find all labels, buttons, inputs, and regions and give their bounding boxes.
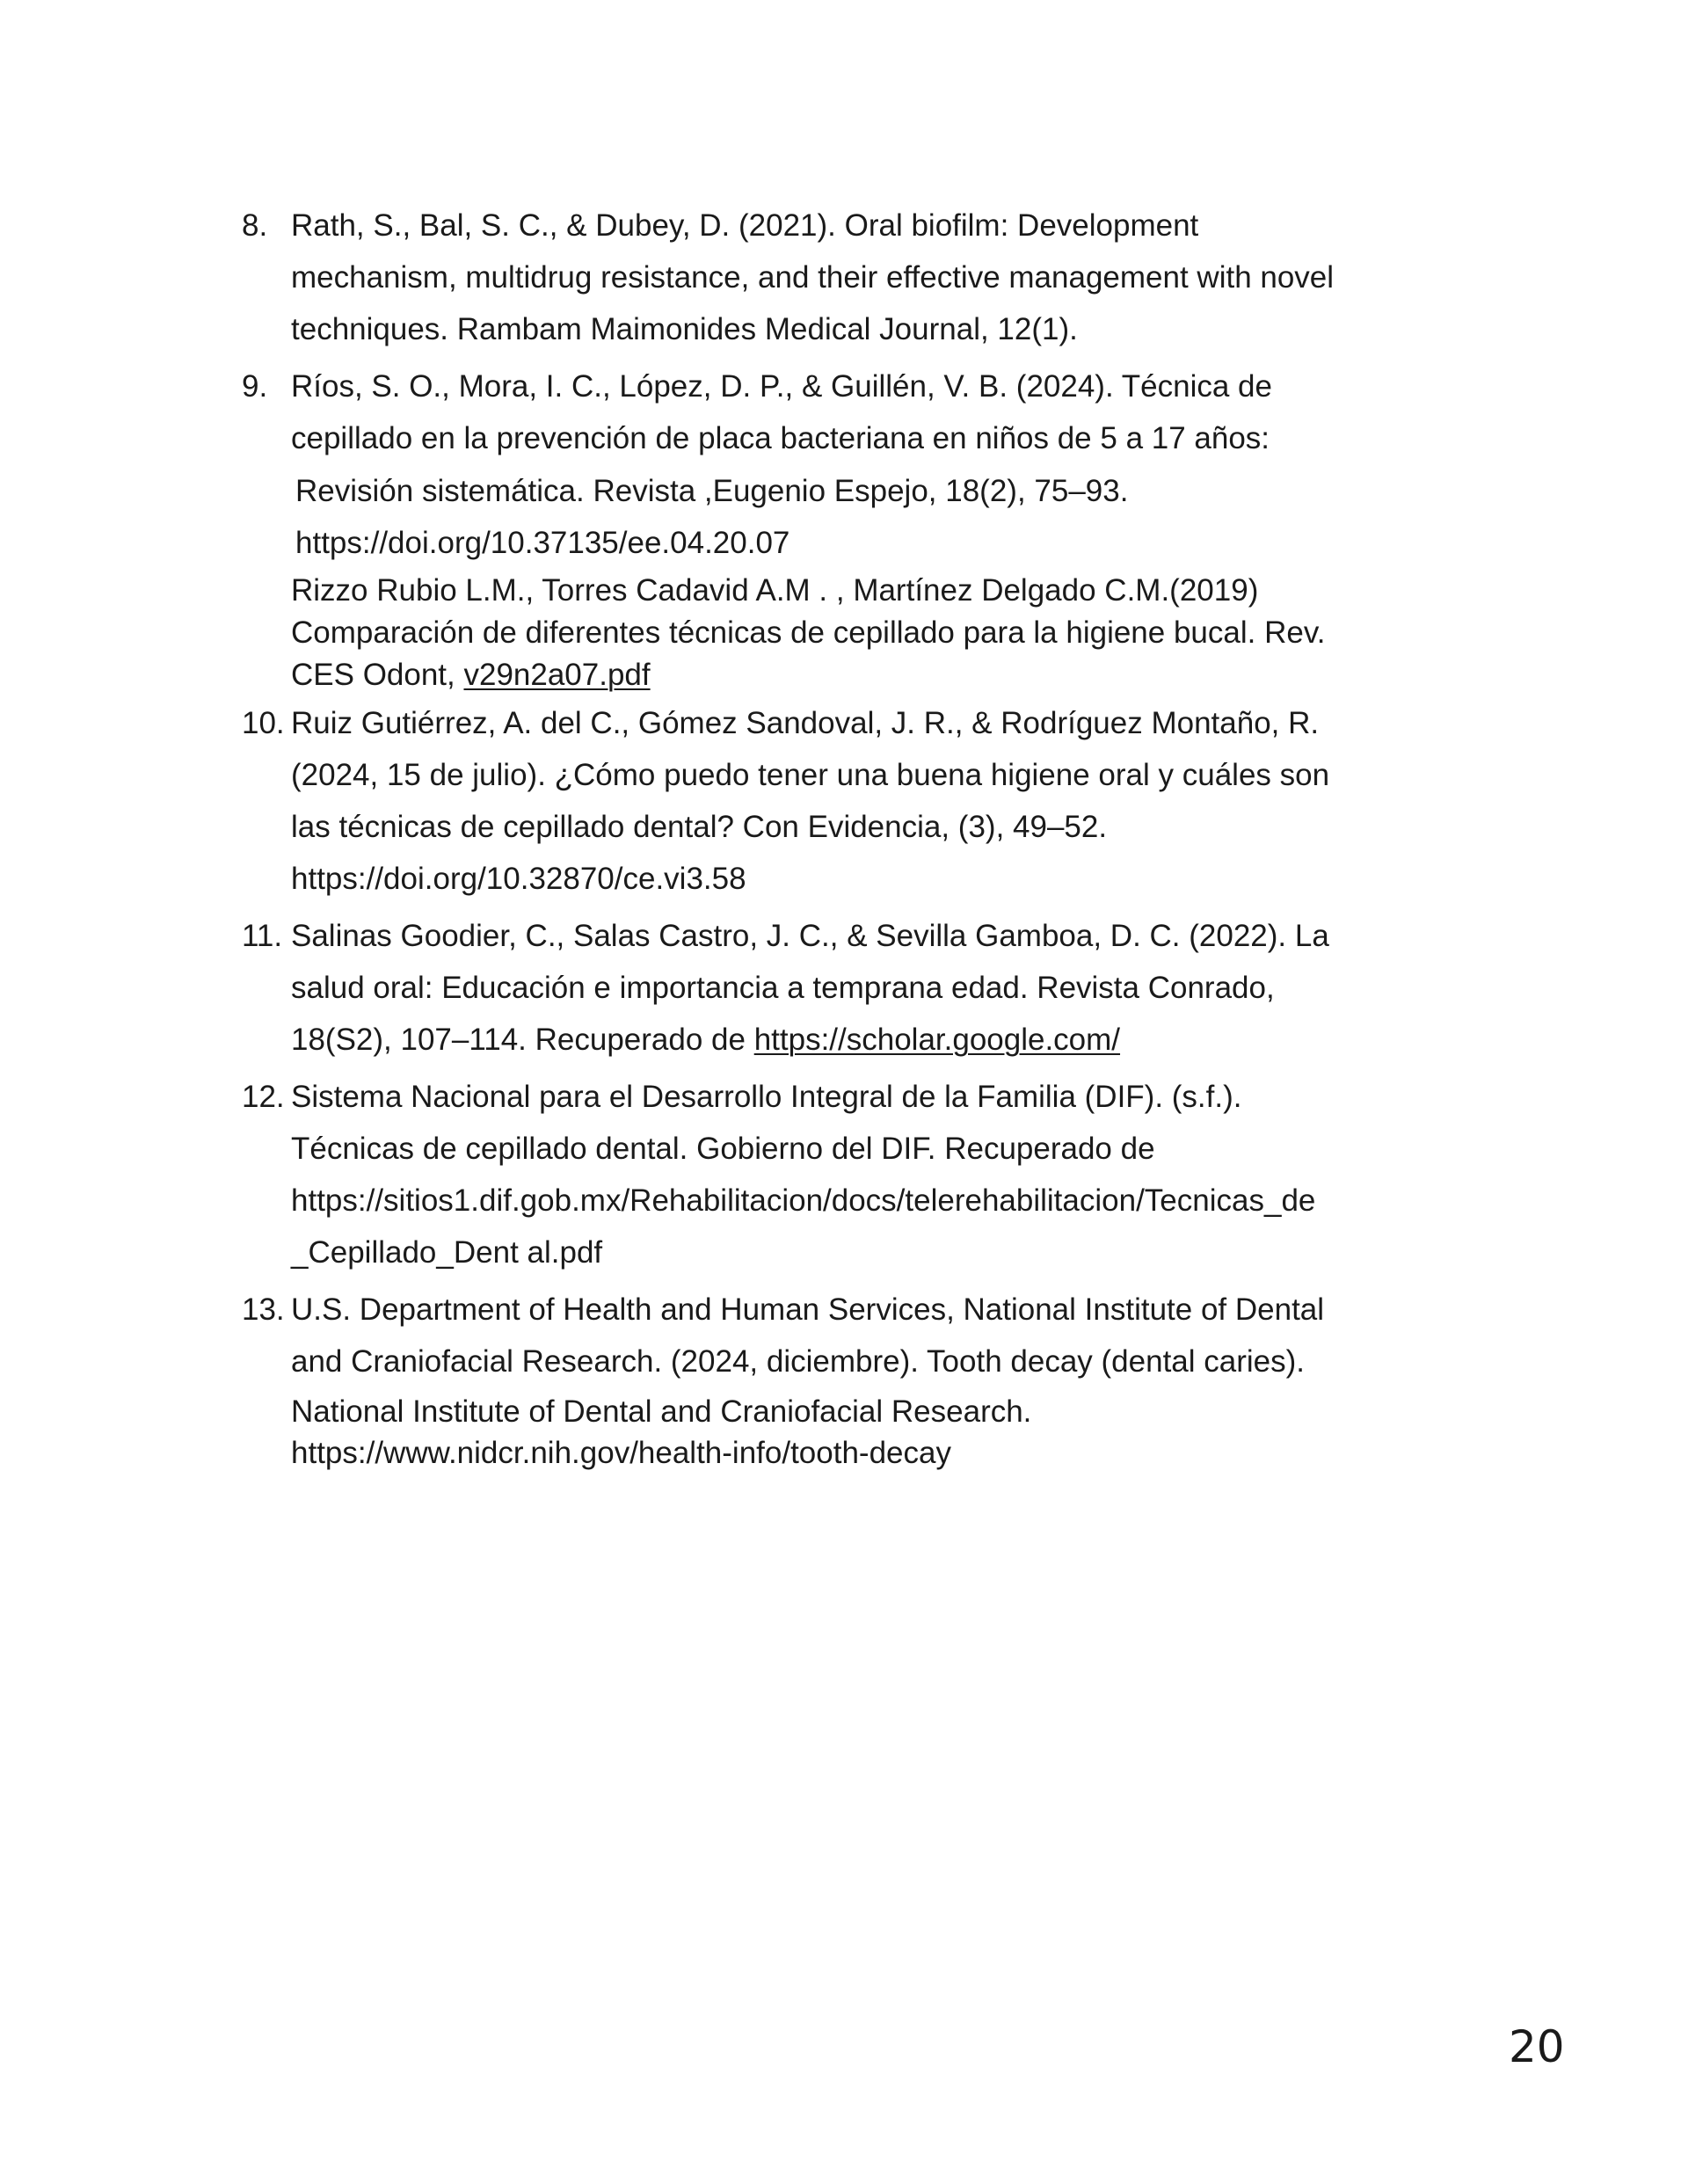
reference-line	[291, 654, 651, 696]
reference-number: 8.	[242, 208, 268, 243]
reference-number: 12.	[242, 1080, 285, 1114]
reference-line: National Institute of Dental and Craniofacial Research.	[291, 1394, 1032, 1429]
reference-text: 18(S2), 107–114. Recuperado de	[291, 1023, 754, 1057]
reference-number: 11.	[242, 919, 283, 953]
reference-line: Sistema Nacional para el Desarrollo Integral de la Familia (DIF). (s.f.).	[291, 1080, 1242, 1114]
reference-line: cepillado en la prevención de placa bacteriana en niños de 5 a 17 años:	[291, 421, 1270, 455]
reference-line	[291, 1014, 1120, 1066]
reference-doi: https://doi.org/10.32870/ce.vi3.58	[291, 862, 746, 896]
reference-line: mechanism, multidrug resistance, and their effective management with novel	[291, 260, 1335, 295]
reference-text: CES Odont,	[291, 658, 464, 692]
reference-line: salud oral: Educación e importancia a temprana edad. Revista Conrado,	[291, 971, 1275, 1005]
reference-line: Ríos, S. O., Mora, I. C., López, D. P., & Guillén, V. B. (2024). Técnica de	[291, 369, 1272, 404]
reference-line: Salinas Goodier, C., Salas Castro, J. C., & Sevilla Gamboa, D. C. (2022). La	[291, 919, 1329, 953]
reference-line: and Craniofacial Research. (2024, diciembre). Tooth decay (dental caries).	[291, 1344, 1306, 1379]
reference-line: (2024, 15 de julio). ¿Cómo puedo tener una buena higiene oral y cuáles son	[291, 758, 1330, 792]
reference-line: Revisión sistemática. Revista ,Eugenio Espejo, 18(2), 75–93.	[295, 474, 1129, 508]
reference-line: U.S. Department of Health and Human Services, National Institute of Dental	[291, 1292, 1325, 1327]
reference-number: 13.	[242, 1292, 285, 1327]
reference-url: https://www.nidcr.nih.gov/health-info/tooth-decay	[291, 1436, 951, 1470]
reference-line: las técnicas de cepillado dental? Con Evidencia, (3), 49–52.	[291, 810, 1108, 844]
reference-number: 9.	[242, 369, 268, 404]
reference-url: https://sitios1.dif.gob.mx/Rehabilitacion/docs/telerehabilitacion/Tecnicas_de	[291, 1183, 1316, 1218]
reference-url: _Cepillado_Dent al.pdf	[291, 1235, 603, 1270]
reference-line: Ruiz Gutiérrez, A. del C., Gómez Sandoval, J. R., & Rodríguez Montaño, R.	[291, 706, 1320, 740]
page-number: 20	[1509, 2021, 1565, 2072]
reference-doi: https://doi.org/10.37135/ee.04.20.07	[295, 526, 790, 560]
pdf-link[interactable]: v29n2a07.pdf	[463, 658, 651, 692]
reference-line: Rath, S., Bal, S. C., & Dubey, D. (2021). Oral biofilm: Development	[291, 208, 1199, 243]
reference-number: 10.	[242, 706, 285, 740]
reference-line: techniques. Rambam Maimonides Medical Journal, 12(1).	[291, 312, 1078, 346]
reference-line: Comparación de diferentes técnicas de cepillado para la higiene bucal. Rev.	[291, 615, 1326, 650]
reference-line: Rizzo Rubio L.M., Torres Cadavid A.M . , Martínez Delgado C.M.(2019)	[291, 573, 1259, 608]
scholar-link[interactable]: https://scholar.google.com/	[753, 1023, 1121, 1057]
reference-line: Técnicas de cepillado dental. Gobierno del DIF. Recuperado de	[291, 1132, 1155, 1166]
